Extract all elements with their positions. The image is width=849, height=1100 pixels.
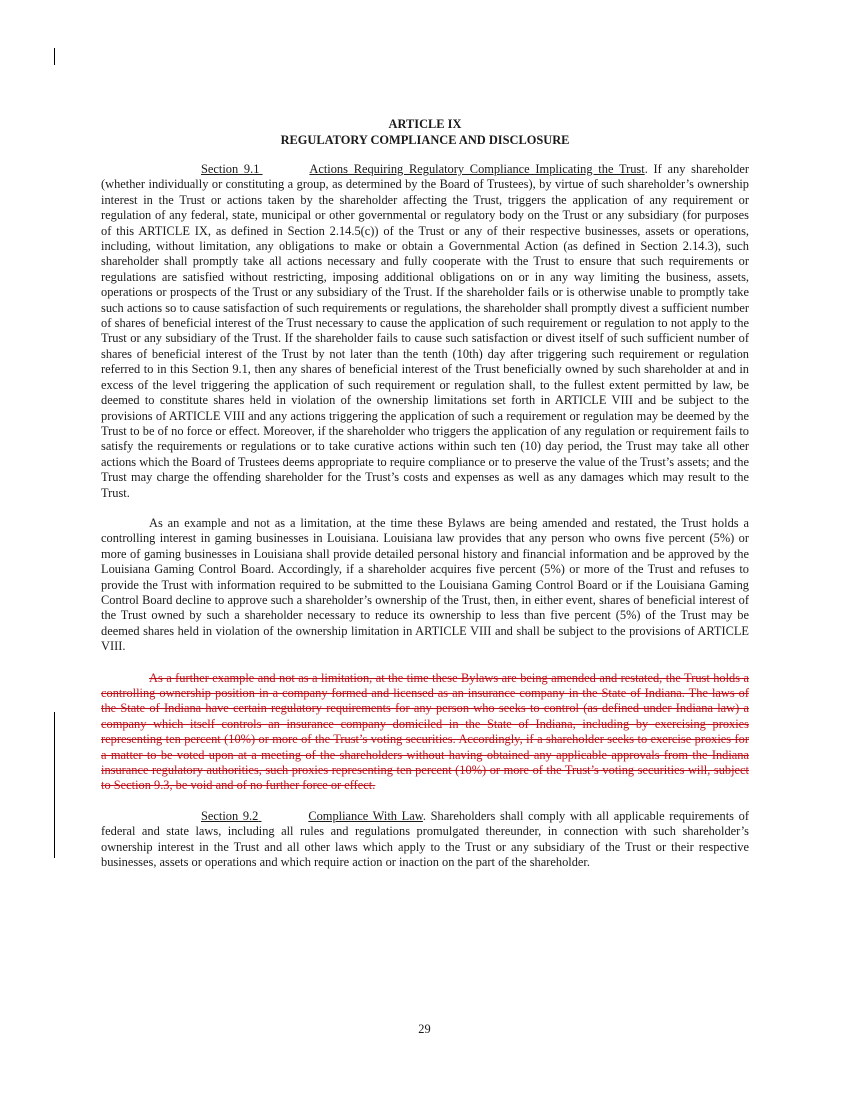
example-paragraph-text: As an example and not as a limitation, at the time these Bylaws are being amended and restated, the Trust holds a controlling interest in gaming businesses in Louisiana. Louisiana law provides that any person who owns five percent (5%) or more of gaming businesses in Louisiana shall provide detailed personal history and financial information and be approved by the Louisiana Gaming Control Board. Accordingly, if a shareholder acquires five percent (5%) or more of the Trust and refuses to provide the Trust with information required to be submitted to the Louisiana Gaming Control Board or if the Louisiana Gaming Control Board decline to approve such a shareholder’s ownership of the Trust, then, in either event, shares of beneficial interest of the Trust owned by such a shareholder necessary to reduce its ownership to less than five percent (5%) of the Trust may be deemed shares held in violation of the ownership limitation in ARTICLE VIII and shall be subject to the provisions of ARTICLE VIII. — [101, 515, 749, 654]
section-9-2-title: Compliance With Law — [308, 808, 423, 823]
article-heading: ARTICLE IX — [388, 117, 462, 131]
deleted-paragraph-text: As a further example and not as a limitation, at the time these Bylaws are being amended and restated, the Trust holds a controlling ownership position in a company formed and licensed as an insurance company in the State of Indiana. The laws of the State of Indiana have certain regulatory requirements for any person who seeks to control (as defined under Indiana law) a company which itself controls an insurance company domiciled in the State of Indiana, including by exercising proxies representing ten percent (10%) or more of the Trust’s voting securities. Accordingly, if a shareholder seeks to exercise proxies for a matter to be voted upon at a meeting of the shareholders without having obtained any applicable approvals from the Indiana insurance regulatory authorities, such proxies representing ten percent (10%) or more of the Trust’s voting securities will, subject to Section 9.3, be void and of no further force or effect. — [101, 670, 749, 793]
example-paragraph — [101, 516, 749, 655]
deleted-paragraph — [101, 671, 749, 794]
section-9-2-body: . Shareholders shall comply with all applicable requirements of federal and state laws, including all rules and regulations promulgated thereunder, in connection with such shareholder’s ownership interest in the Trust and all other laws which apply to the Trust or any subsidiary of the Trust or their respective businesses, assets or operations and which require action or inaction on the part of the shareholder. — [101, 808, 749, 870]
section-9-1-number: Section 9.1 — [201, 162, 260, 176]
change-bar-deletion — [54, 712, 55, 858]
change-bar-top — [54, 48, 55, 65]
page-number: 29 — [418, 1022, 431, 1036]
article-title: REGULATORY COMPLIANCE AND DISCLOSURE — [280, 133, 570, 147]
section-9-1-body: . If any shareholder (whether individually or constituting a group, as determined by the Board of Trustees), by virtue of such shareholder’s ownership interest in the Trust or actions taken by the shareholder affecting the Trust, triggers the application of any requirement or regulation of any federal, state, municipal or other governmental or regulatory body on the Trust or any subsidiary (for purposes of this ARTICLE IX, as defined in Section 2.14.5(c)) of the Trust or any of their respective businesses, assets or operations, including, without limitation, any obligations to make or obtain a Governmental Action (as defined in Section 2.14.3), such shareholder shall promptly take all actions necessary and fully cooperate with the Trust to ensure that such requirements or regulations are satisfied without restricting, imposing additional obligations on or in any way limiting the business, assets, operations or prospects of the Trust or any subsidiary of the Trust. If the shareholder fails or is otherwise unable to promptly take such actions so to cause satisfaction of such requirements or regulations, the shareholder shall promptly divest a sufficient number of shares of beneficial interest of the Trust necessary to cause the application of such requirement or regulation to not apply to the Trust or any subsidiary of the Trust. If the shareholder fails to cause such satisfaction or divest itself of such sufficient number of shares of beneficial interest of the Trust by not later than the tenth (10th) day after triggering such requirement or regulation referred to in this Section 9.1, then any shares of beneficial interest of the Trust beneficially owned by such shareholder at and in excess of the level triggering the application of such requirement or regulation shall, to the fullest extent permitted by law, be deemed to constitute shares held in violation of the ownership limitations set forth in ARTICLE VIII and be subject to the provisions of ARTICLE VIII and any actions triggering the application of such a requirement or regulation may be deemed by the Trust to be of no force or effect. Moreover, if the shareholder who triggers the application of any regulation or requirement fails to satisfy the requirements or regulations or to take curative actions within such ten (10) day period, the Trust may take all other actions which the Board of Trustees deems appropriate to require compliance or to preserve the value of the Trust’s assets; and the Trust may charge the offending shareholder for the Trust’s costs and expenses as well as any damages which may result to the Trust. — [101, 162, 749, 500]
document-page — [101, 116, 749, 870]
section-9-2-paragraph — [101, 809, 749, 871]
section-9-2-number: Section 9.2 — [201, 808, 259, 823]
section-9-1-paragraph — [101, 162, 749, 501]
section-9-1-title: Actions Requiring Regulatory Compliance Implicating the Trust — [309, 162, 645, 176]
